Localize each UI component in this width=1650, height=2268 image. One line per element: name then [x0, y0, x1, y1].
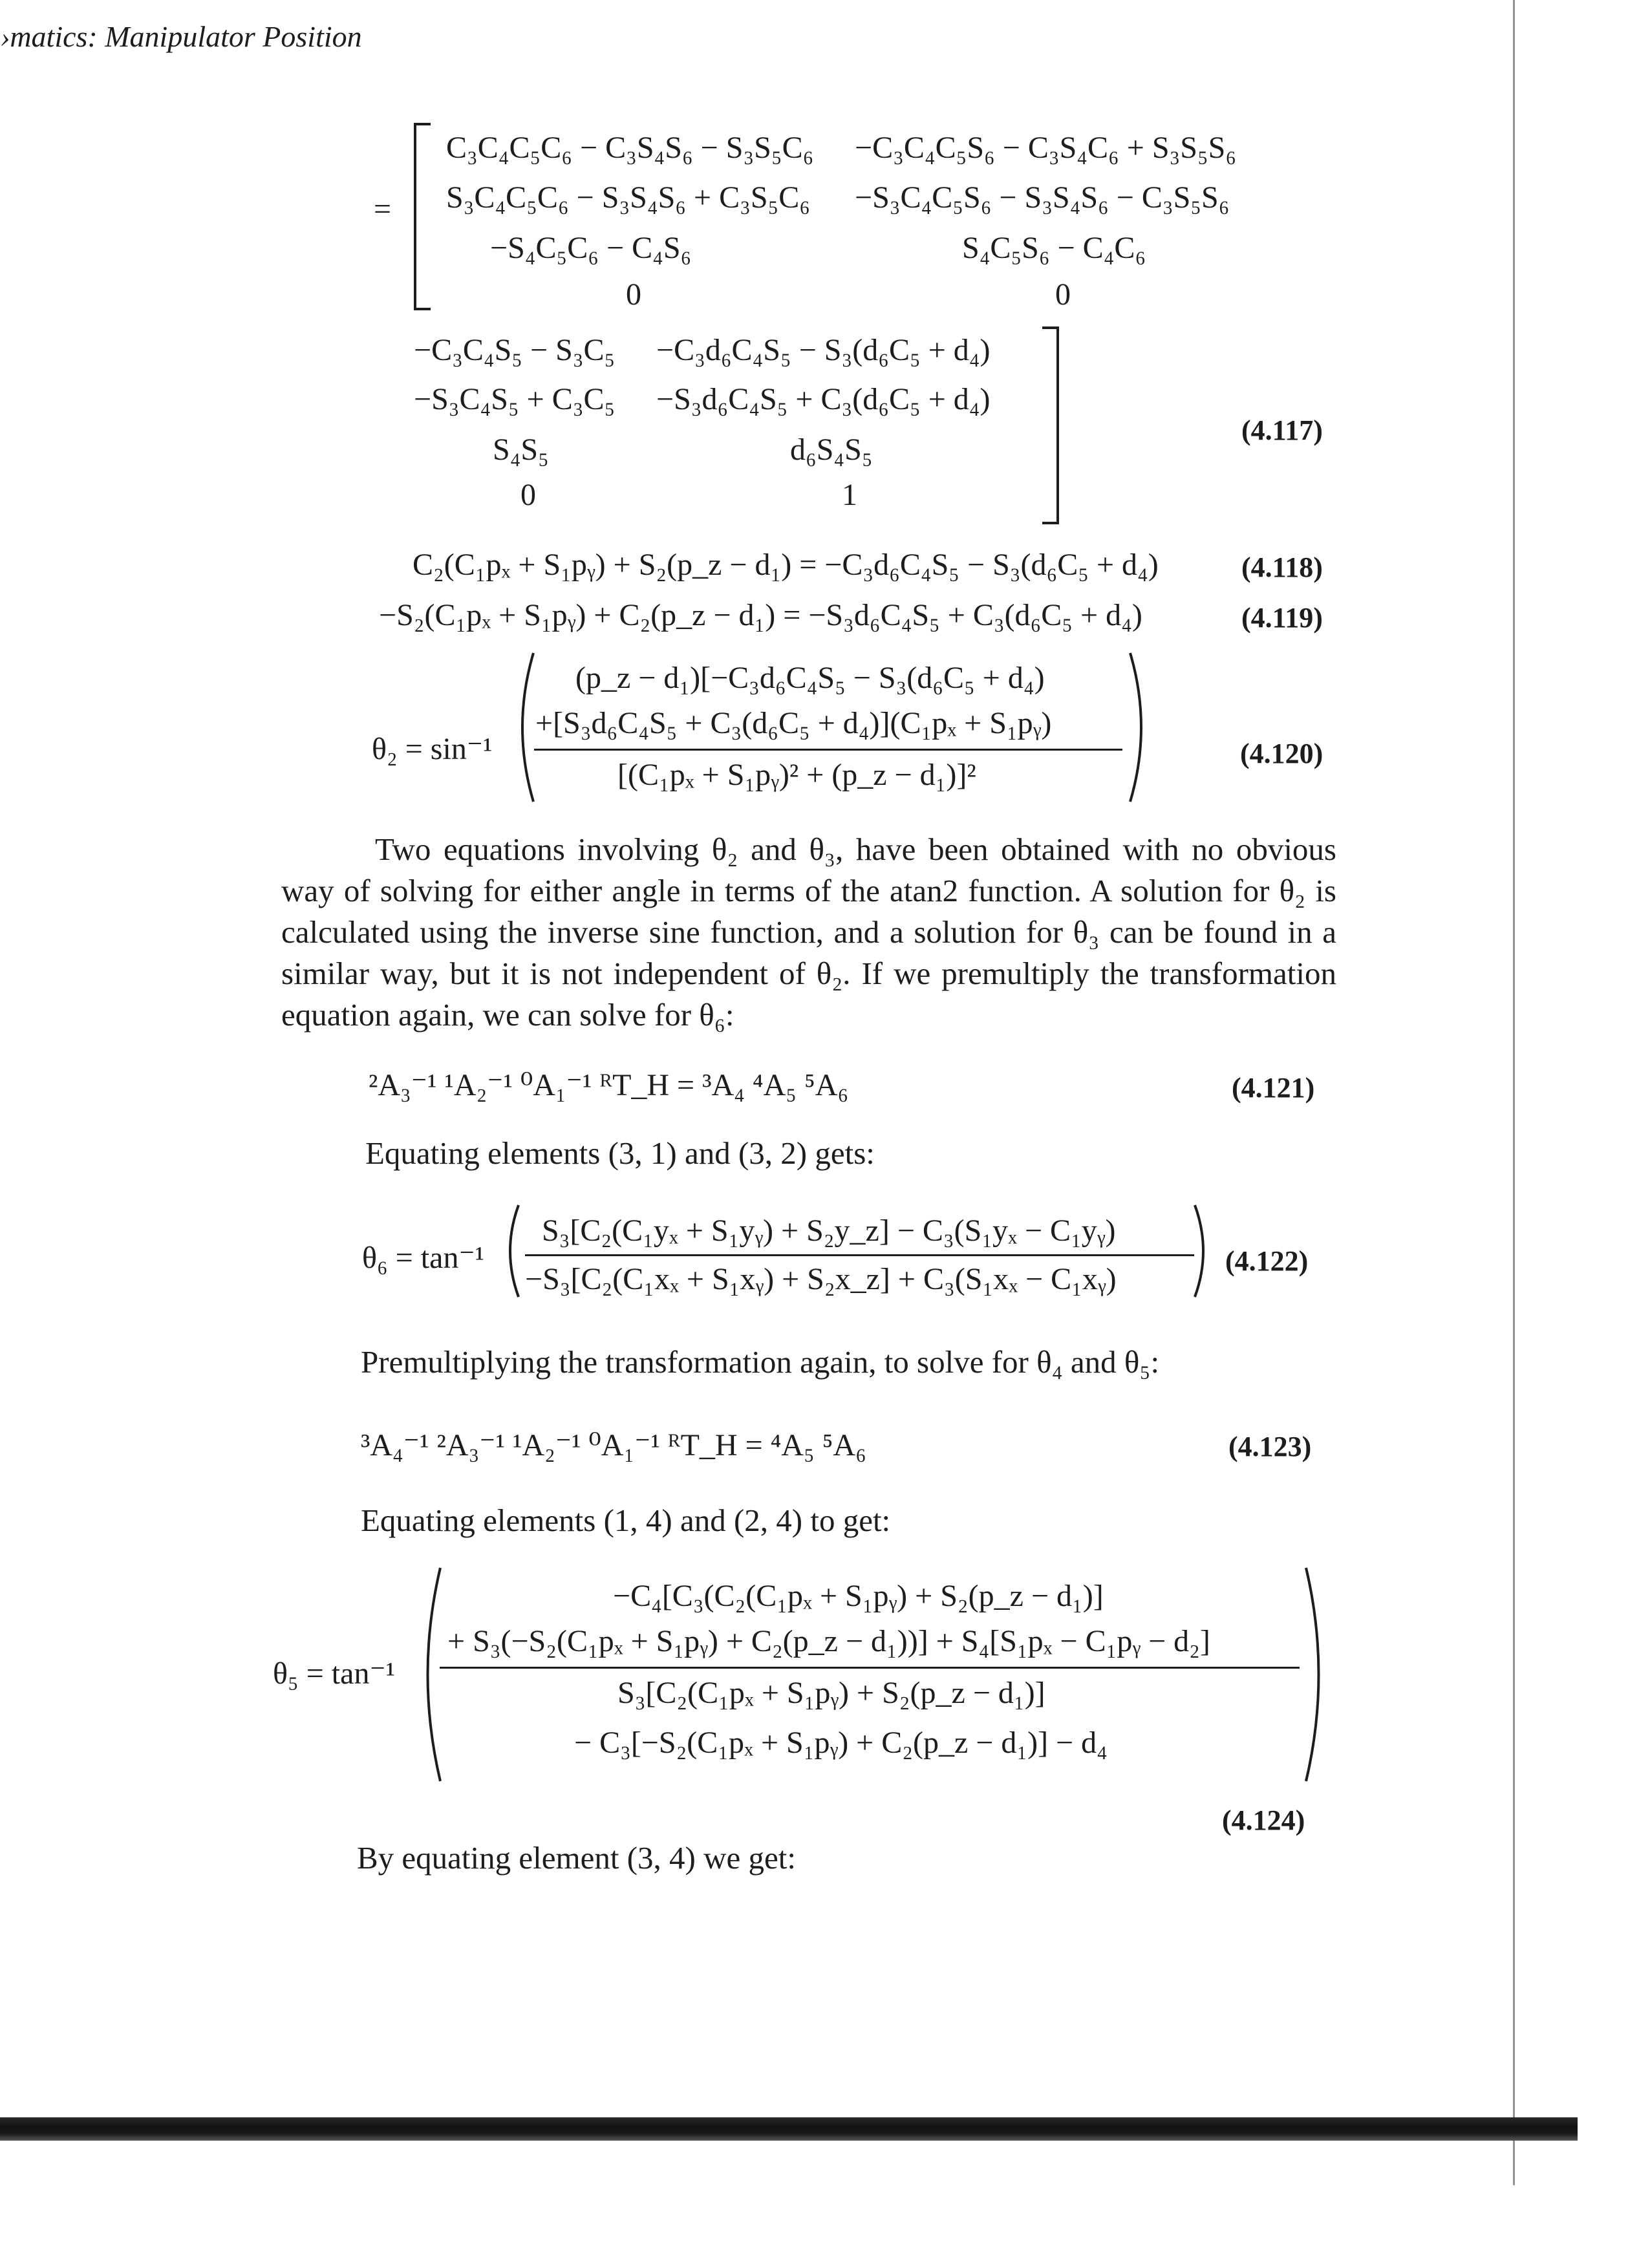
- equation-number-4-121: (4.121): [1232, 1072, 1315, 1104]
- scan-bottom-bar: [0, 2117, 1578, 2141]
- theta5-fraction-bar: [440, 1667, 1300, 1669]
- paragraph-equating-34: By equating element (3, 4) we get:: [357, 1840, 796, 1876]
- equation-4-118: C₂(C₁pₓ + S₁pᵧ) + S₂(p_z − d₁) = −C₃d₆C₄S₅ − S₃(d₆C₅ + d₄): [412, 548, 1159, 582]
- equation-4-121: ²A₃⁻¹ ¹A₂⁻¹ ⁰A₁⁻¹ ᴿT_H = ³A₄ ⁴A₅ ⁵A₆: [369, 1068, 849, 1102]
- matrix-r4c2: 0: [1055, 277, 1071, 312]
- paragraph-equating-31-32: Equating elements (3, 1) and (3, 2) gets:: [365, 1135, 875, 1171]
- left-paren: [411, 1565, 447, 1784]
- equation-4-123: ³A₄⁻¹ ²A₃⁻¹ ¹A₂⁻¹ ⁰A₁⁻¹ ᴿT_H = ⁴A₅ ⁵A₆: [361, 1428, 866, 1462]
- matrix-equals: =: [374, 192, 392, 226]
- matrix-r1c2: −C₃C₄C₅S₆ − C₃S₄C₆ + S₃S₅S₆: [855, 131, 1237, 165]
- right-bracket-bottom: [1042, 326, 1059, 524]
- running-header: ›matics: Manipulator Position: [0, 20, 362, 53]
- theta5-denominator-line1: S₃[C₂(C₁pₓ + S₁pᵧ) + S₂(p_z − d₁)]: [617, 1676, 1045, 1710]
- equation-number-4-124: (4.124): [1222, 1804, 1305, 1836]
- theta6-lhs: θ₆ = tan⁻¹: [362, 1241, 485, 1275]
- equation-number-4-117: (4.117): [1241, 414, 1323, 446]
- matrix-r1c1: C₃C₄C₅C₆ − C₃S₄S₆ − S₃S₅C₆: [446, 131, 814, 165]
- matrix-r3c2: S₄C₅S₆ − C₄C₆: [962, 231, 1146, 265]
- matrix-r8c2: 1: [842, 478, 857, 512]
- theta2-lhs: θ₂ = sin⁻¹: [372, 732, 493, 766]
- theta2-fraction-bar: [534, 749, 1122, 751]
- equation-number-4-118: (4.118): [1241, 551, 1323, 583]
- paragraph-theta-discussion: Two equations involving θ₂ and θ₃, have been obtained with no obvious way of solving for either angle in terms of the atan2 function. A solution for θ₂ is calculated using the inverse sine function, and a solution for θ₃ can be found in a similar way, but it is not independent of θ₂. If we premultiply the transformation equation again, we can solve for θ₆:: [281, 831, 1336, 1032]
- matrix-r8c1: 0: [520, 478, 536, 512]
- equation-number-4-123: (4.123): [1228, 1431, 1312, 1462]
- left-paren: [498, 1203, 524, 1300]
- theta5-numerator-line1: −C₄[C₃(C₂(C₁pₓ + S₁pᵧ) + S₂(p_z − d₁)]: [613, 1579, 1104, 1613]
- theta5-lhs: θ₅ = tan⁻¹: [273, 1656, 396, 1691]
- left-bracket-top: [414, 123, 431, 310]
- matrix-r5c2: −C₃d₆C₄S₅ − S₃(d₆C₅ + d₄): [656, 333, 991, 367]
- theta6-denominator: −S₃[C₂(C₁xₓ + S₁xᵧ) + S₂x_z] + C₃(S₁xₓ − C₁xᵧ): [525, 1262, 1117, 1296]
- matrix-r7c2: d₆S₄S₅: [790, 433, 873, 467]
- matrix-r7c1: S₄S₅: [493, 433, 549, 467]
- right-paren: [1190, 1203, 1216, 1300]
- equation-number-4-122: (4.122): [1225, 1245, 1309, 1277]
- matrix-r6c2: −S₃d₆C₄S₅ + C₃(d₆C₅ + d₄): [656, 382, 991, 416]
- theta2-numerator-line1: (p_z − d₁)[−C₃d₆C₄S₅ − S₃(d₆C₅ + d₄): [575, 661, 1045, 695]
- matrix-r2c2: −S₃C₄C₅S₆ − S₃S₄S₆ − C₃S₅S₆: [855, 180, 1230, 215]
- matrix-r6c1: −S₃C₄S₅ + C₃C₅: [414, 382, 616, 416]
- right-paren: [1124, 650, 1156, 805]
- matrix-r5c1: −C₃C₄S₅ − S₃C₅: [414, 333, 616, 367]
- matrix-r2c1: S₃C₄C₅C₆ − S₃S₄S₆ + C₃S₅C₆: [446, 180, 811, 215]
- theta2-denominator: [(C₁pₓ + S₁pᵧ)² + (p_z − d₁)]²: [617, 758, 976, 792]
- theta6-fraction-bar: [525, 1254, 1194, 1256]
- scan-page-edge: [1513, 0, 1515, 2185]
- equation-number-4-119: (4.119): [1241, 602, 1323, 634]
- theta6-numerator: S₃[C₂(C₁yₓ + S₁yᵧ) + S₂y_z] − C₃(S₁yₓ − C₁yᵧ): [542, 1214, 1116, 1248]
- theta5-denominator-line2: − C₃[−S₂(C₁pₓ + S₁pᵧ) + C₂(p_z − d₁)] − d₄: [574, 1726, 1108, 1760]
- theta5-numerator-line2: + S₃(−S₂(C₁pₓ + S₁pᵧ) + C₂(p_z − d₁))] + S₄[S₁pₓ − C₁pᵧ − d₂]: [447, 1624, 1210, 1658]
- paragraph-equating-14-24: Equating elements (1, 4) and (2, 4) to get:: [361, 1503, 891, 1538]
- equation-4-119: −S₂(C₁pₓ + S₁pᵧ) + C₂(p_z − d₁) = −S₃d₆C₄S₅ + C₃(d₆C₅ + d₄): [379, 598, 1142, 632]
- equation-number-4-120: (4.120): [1240, 738, 1323, 769]
- right-paren: [1300, 1565, 1335, 1784]
- paragraph-premultiplying: Premultiplying the transformation again, to solve for θ₄ and θ₅:: [361, 1344, 1160, 1380]
- matrix-r3c1: −S₄C₅C₆ − C₄S₆: [490, 231, 692, 265]
- matrix-r4c1: 0: [626, 277, 641, 312]
- theta2-numerator-line2: +[S₃d₆C₄S₅ + C₃(d₆C₅ + d₄)](C₁pₓ + S₁pᵧ): [535, 706, 1052, 740]
